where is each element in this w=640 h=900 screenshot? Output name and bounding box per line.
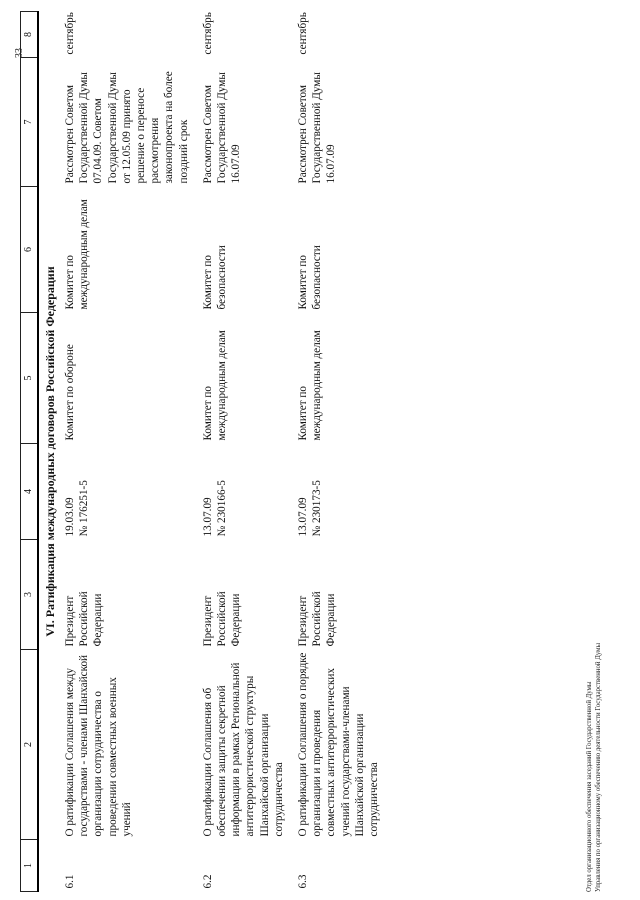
lead-committee: Комитет по международным делам <box>201 330 229 441</box>
footer-line: Отдел организационного обеспечения заседаний Государственной Думы <box>586 681 593 892</box>
row-number: 6.3 <box>297 874 310 889</box>
page-number: 33 <box>14 48 25 58</box>
section-title: VI. Ратификация международных договоров Российской Федерации <box>43 266 57 637</box>
submission-date: 13.07.09 <box>201 497 214 537</box>
co-committee: Комитет по безопасности <box>297 245 324 310</box>
column-number: 4 <box>21 444 39 540</box>
status: Рассмотрен Советом Государственной Думы 07.04.09. Советом Государственной Думы от 12.05.09 принято решение о переносе рассмотрения законопроекта на более поздний срок <box>64 71 190 184</box>
bill-title: О ратификации Соглашения о порядке организации и проведения совместных антитеррористических учений государствами-членами Шанхайской организации сотрудничества <box>297 652 381 837</box>
initiator: Президент Российской Федерации <box>297 591 338 647</box>
planned-month: сентябрь <box>201 12 214 55</box>
lead-committee: Комитет по международным делам <box>297 330 324 441</box>
bill-title: О ратификации Соглашения об обеспечении защиты секретной информации в рамках Региональной антитеррористической структуры Шанхайской организации сотрудничества <box>201 662 285 837</box>
planned-month: сентябрь <box>297 12 310 55</box>
co-committee: Комитет по международным делам <box>64 199 91 310</box>
bill-number: № 176251-5 <box>78 480 91 537</box>
column-number: 3 <box>21 540 39 650</box>
column-number: 7 <box>21 58 39 187</box>
initiator: Президент Российской Федерации <box>64 591 105 647</box>
date-and-number <box>61 444 199 540</box>
footer-line: Управления по организационному обеспечению деятельности Государственной Думы <box>595 642 602 892</box>
table-row <box>199 12 294 892</box>
legislation-table <box>20 11 389 892</box>
lead-committee: Комитет по обороне <box>64 344 76 441</box>
date-and-number <box>294 444 389 540</box>
table-row <box>61 12 199 892</box>
bill-number: № 230166-5 <box>216 480 229 537</box>
column-number: 5 <box>21 313 39 444</box>
column-number: 8 <box>21 12 39 58</box>
column-number: 1 <box>21 840 39 892</box>
column-number-row <box>21 12 39 892</box>
submission-date: 19.03.09 <box>64 497 76 537</box>
row-number: 6.2 <box>201 874 214 889</box>
status: Рассмотрен Советом Государственной Думы 16.07.09 <box>201 72 243 184</box>
submission-date: 13.07.09 <box>297 497 310 537</box>
section-row <box>38 12 61 892</box>
row-number: 6.1 <box>64 874 76 889</box>
date-and-number <box>199 444 294 540</box>
status: Рассмотрен Советом Государственной Думы 16.07.09 <box>297 72 338 184</box>
column-number: 6 <box>21 187 39 313</box>
planned-month: сентябрь <box>64 12 76 55</box>
bill-number: № 230173-5 <box>311 480 324 537</box>
initiator: Президент Российской Федерации <box>201 591 243 647</box>
table-row <box>294 12 389 892</box>
bill-title: О ратификации Соглашения между государствами - членами Шанхайской организации сотрудничества о проведении совместных военных учений <box>64 654 133 837</box>
co-committee: Комитет по безопасности <box>201 245 229 310</box>
footer <box>585 643 603 892</box>
column-number: 2 <box>21 650 39 840</box>
